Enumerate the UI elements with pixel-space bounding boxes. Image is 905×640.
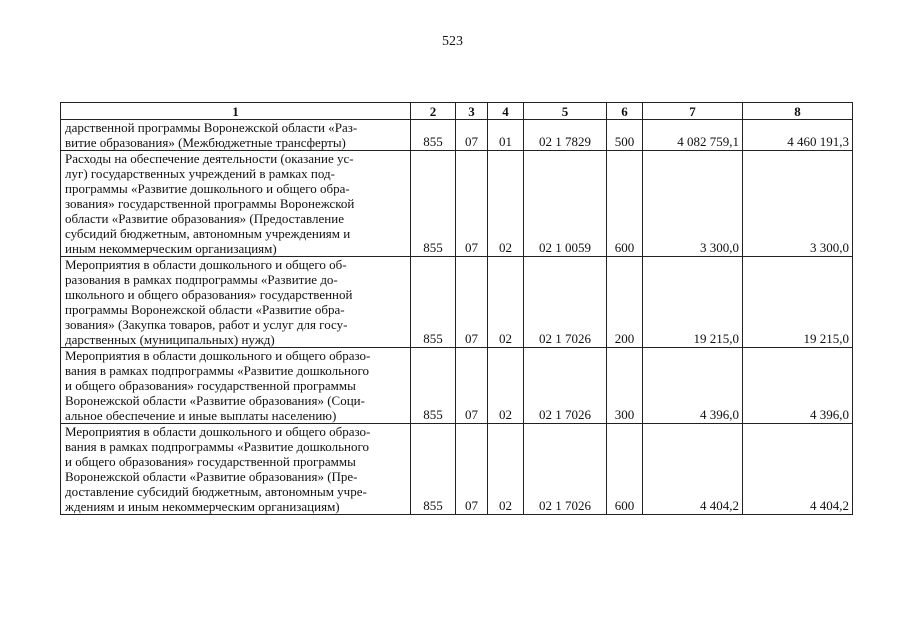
cell-subsection: 02 — [488, 257, 524, 348]
cell-target-article: 02 1 7026 — [524, 348, 607, 424]
cell-amount-1: 4 396,0 — [643, 348, 743, 424]
description-line: ждениям и иным некоммерческим организациям) — [65, 499, 340, 514]
cell-amount-2: 3 300,0 — [743, 151, 853, 257]
description-line: витие образования» (Межбюджетные трансферты) — [65, 135, 346, 150]
row-description — [61, 257, 411, 348]
cell-subsection: 02 — [488, 424, 524, 515]
cell-amount-2: 4 460 191,3 — [743, 120, 853, 151]
cell-amount-1: 19 215,0 — [643, 257, 743, 348]
description-line: и общего образования» государственной программы — [65, 378, 356, 393]
table-row — [61, 151, 853, 257]
row-description — [61, 348, 411, 424]
column-header: 4 — [488, 103, 524, 120]
column-header: 5 — [524, 103, 607, 120]
cell-amount-1: 3 300,0 — [643, 151, 743, 257]
cell-target-article: 02 1 7829 — [524, 120, 607, 151]
cell-target-article: 02 1 0059 — [524, 151, 607, 257]
cell-subsection: 01 — [488, 120, 524, 151]
cell-amount-1: 4 404,2 — [643, 424, 743, 515]
description-line: разования в рамках подпрограммы «Развитие до- — [65, 272, 338, 287]
table-body — [61, 120, 853, 515]
column-header: 1 — [61, 103, 411, 120]
cell-ministry: 855 — [411, 257, 456, 348]
description-line: Мероприятия в области дошкольного и общего образо- — [65, 348, 371, 363]
description-line: Мероприятия в области дошкольного и общего образо- — [65, 424, 371, 439]
description-line: вания в рамках подпрограммы «Развитие дошкольного — [65, 363, 369, 378]
column-header: 6 — [607, 103, 643, 120]
description-line: Мероприятия в области дошкольного и общего об- — [65, 257, 347, 272]
cell-section: 07 — [456, 257, 488, 348]
description-line: дарственных (муниципальных) нужд) — [65, 332, 275, 347]
cell-target-article: 02 1 7026 — [524, 424, 607, 515]
cell-target-article: 02 1 7026 — [524, 257, 607, 348]
description-line: иным некоммерческим организациям) — [65, 241, 277, 256]
cell-amount-2: 19 215,0 — [743, 257, 853, 348]
cell-section: 07 — [456, 120, 488, 151]
table-row — [61, 257, 853, 348]
cell-amount-2: 4 404,2 — [743, 424, 853, 515]
cell-section: 07 — [456, 424, 488, 515]
row-description — [61, 120, 411, 151]
cell-ministry: 855 — [411, 424, 456, 515]
description-line: программы «Развитие дошкольного и общего обра- — [65, 181, 350, 196]
cell-expense-type: 500 — [607, 120, 643, 151]
description-line: Воронежской области «Развитие образования» (Соци- — [65, 393, 365, 408]
description-line: школьного и общего образования» государственной — [65, 287, 353, 302]
column-header: 7 — [643, 103, 743, 120]
description-line: зования» (Закупка товаров, работ и услуг для госу- — [65, 317, 348, 332]
cell-amount-1: 4 082 759,1 — [643, 120, 743, 151]
description-line: зования» государственной программы Воронежской — [65, 196, 355, 211]
description-line: субсидий бюджетным, автономным учреждениям и — [65, 226, 351, 241]
column-header: 8 — [743, 103, 853, 120]
cell-subsection: 02 — [488, 348, 524, 424]
cell-subsection: 02 — [488, 151, 524, 257]
table-row — [61, 424, 853, 515]
budget-table — [60, 102, 853, 515]
table-row — [61, 120, 853, 151]
description-line: области «Развитие образования» (Предоставление — [65, 211, 344, 226]
cell-expense-type: 600 — [607, 424, 643, 515]
cell-expense-type: 600 — [607, 151, 643, 257]
row-description — [61, 424, 411, 515]
column-header: 2 — [411, 103, 456, 120]
description-line: альное обеспечение и иные выплаты населению) — [65, 408, 337, 423]
column-header: 3 — [456, 103, 488, 120]
description-line: дарственной программы Воронежской области «Раз- — [65, 120, 358, 135]
description-line: программы Воронежской области «Развитие обра- — [65, 302, 345, 317]
cell-amount-2: 4 396,0 — [743, 348, 853, 424]
cell-ministry: 855 — [411, 151, 456, 257]
description-line: доставление субсидий бюджетным, автономным учре- — [65, 484, 367, 499]
row-description — [61, 151, 411, 257]
description-line: Расходы на обеспечение деятельности (оказание ус- — [65, 151, 354, 166]
description-line: Воронежской области «Развитие образования» (Пре- — [65, 469, 358, 484]
cell-section: 07 — [456, 348, 488, 424]
cell-expense-type: 200 — [607, 257, 643, 348]
table-row — [61, 348, 853, 424]
page-number: 523 — [442, 34, 463, 49]
cell-expense-type: 300 — [607, 348, 643, 424]
cell-ministry: 855 — [411, 120, 456, 151]
cell-ministry: 855 — [411, 348, 456, 424]
cell-section: 07 — [456, 151, 488, 257]
table-header-row — [61, 103, 853, 120]
description-line: и общего образования» государственной программы — [65, 454, 356, 469]
description-line: вания в рамках подпрограммы «Развитие дошкольного — [65, 439, 369, 454]
description-line: луг) государственных учреждений в рамках под- — [65, 166, 335, 181]
